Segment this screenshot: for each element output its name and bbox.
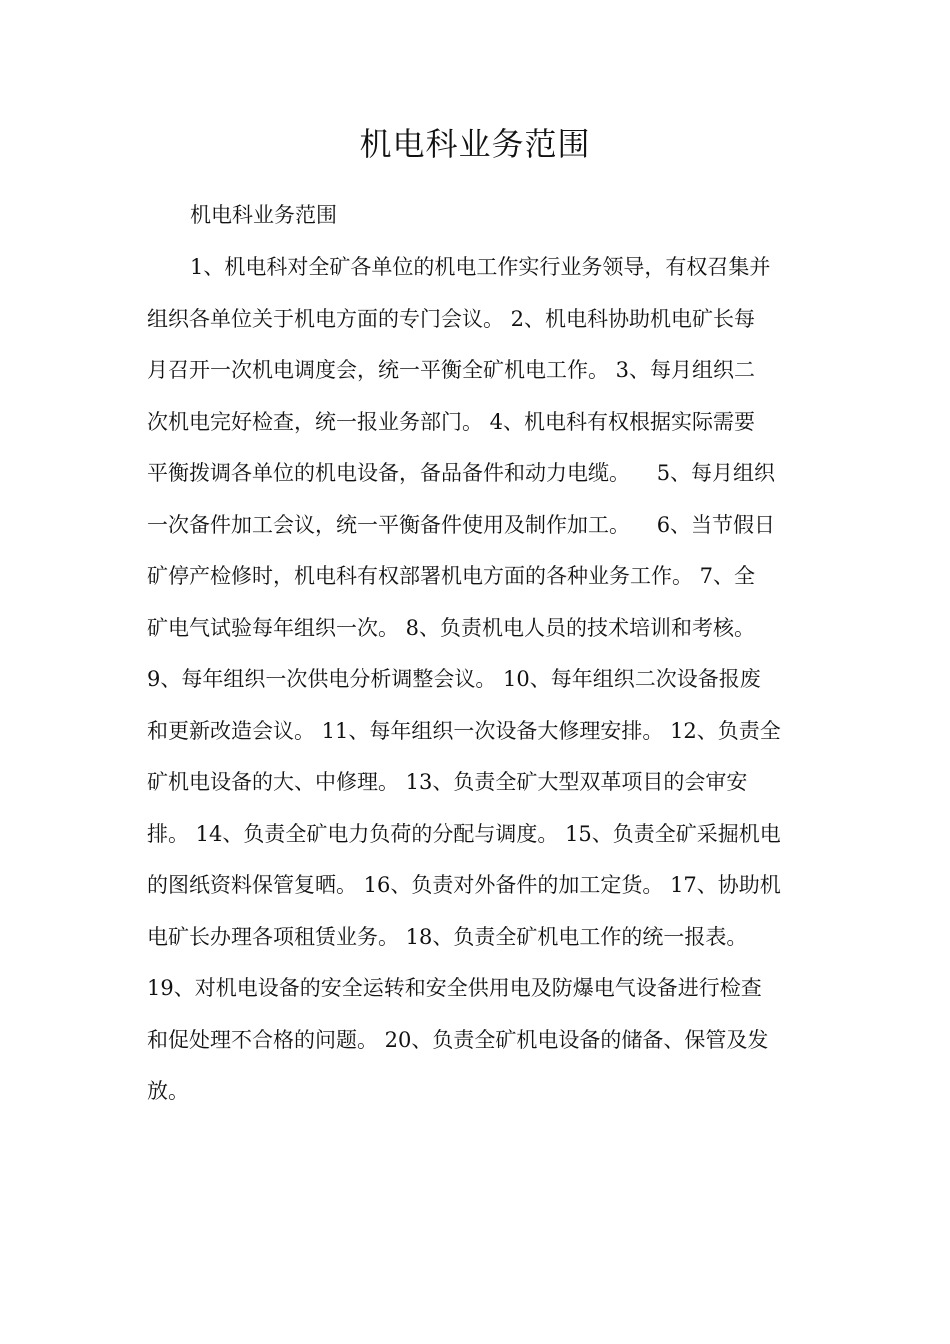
body-line: 次机电完好检查，统一报业务部门。 4、机电科有权根据实际需要	[147, 409, 756, 434]
body-line: 和促处理不合格的问题。 20、负责全矿机电设备的储备、保管及发	[147, 1027, 769, 1052]
body-line: 和更新改造会议。 11、每年组织一次设备大修理安排。 12、负责全	[147, 718, 781, 743]
body-line: 电矿长办理各项租赁业务。 18、负责全矿机电工作的统一报表。	[147, 924, 748, 949]
body-line: 组织各单位关于机电方面的专门会议。 2、机电科协助机电矿长每	[147, 306, 756, 331]
body-line: 9、每年组织一次供电分析调整会议。 10、每年组织二次设备报废	[147, 667, 761, 691]
body-line: 排。 14、负责全矿电力负荷的分配与调度。 15、负责全矿采掘机电	[147, 821, 781, 846]
body-line: 19、对机电设备的安全运转和安全供用电及防爆电气设备进行检查	[147, 976, 762, 1000]
body-line: 月召开一次机电调度会，统一平衡全矿机电工作。 3、每月组织二	[147, 358, 756, 382]
body-line: 一次备件加工会议，统一平衡备件使用及制作加工。 6、当节假日	[147, 512, 776, 537]
body-line: 1、机电科对全矿各单位的机电工作实行业务领导，有权召集并	[190, 255, 771, 279]
body-line: 平衡拨调各单位的机电设备，备品备件和动力电缆。 5、每月组织	[147, 461, 776, 485]
body-line: 矿电气试验每年组织一次。 8、负责机电人员的技术培训和考核。	[147, 615, 756, 640]
body-line: 放。	[147, 1079, 189, 1103]
body-line: 矿机电设备的大、中修理。 13、负责全矿大型双革项目的会审安	[147, 770, 748, 794]
body-line: 的图纸资料保管复晒。 16、负责对外备件的加工定货。 17、协助机	[147, 873, 781, 897]
document-subtitle: 机电科业务范围	[190, 203, 337, 227]
document-title: 机电科业务范围	[359, 125, 591, 163]
document-body	[147, 251, 817, 1127]
body-line: 矿停产检修时，机电科有权部署机电方面的各种业务工作。 7、全	[147, 564, 756, 588]
